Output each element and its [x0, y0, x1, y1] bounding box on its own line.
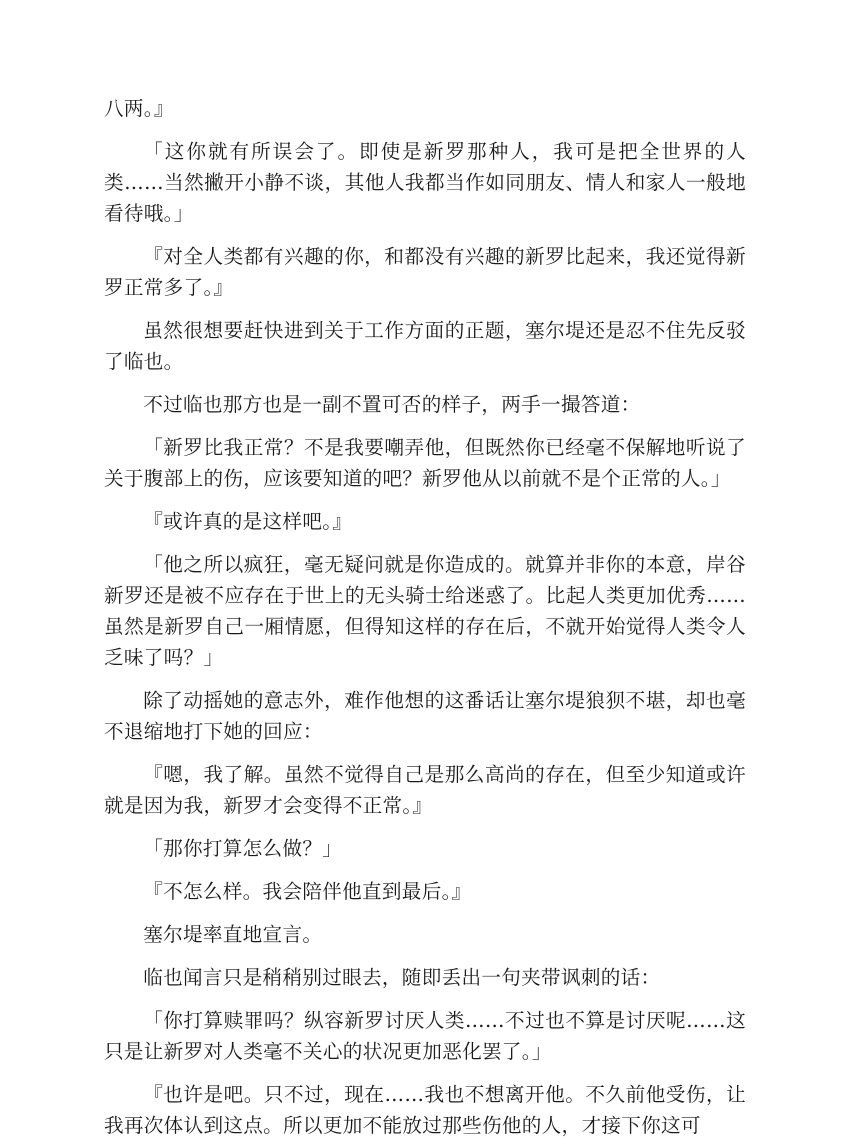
paragraph: 「那你打算怎么做？」	[143, 837, 343, 860]
paragraph: 塞尔堤率直地宣言。	[143, 923, 323, 946]
paragraph: 「这你就有所误会了。即使是新罗那种人，我可是把全世界的人类……当然撇开小静不谈，其他人我都当作如同朋友、情人和家人一般地看待哦。」	[104, 140, 746, 225]
paragraph: 八两。』	[104, 97, 174, 120]
paragraph: 『嗯，我了解。虽然不觉得自己是那么高尚的存在，但至少知道或许就是因为我，新罗才会变得不正常。』	[104, 763, 746, 817]
paragraph: 「你打算赎罪吗？纵容新罗讨厌人类……不过也不算是讨厌呢……这只是让新罗对人类毫不关心的状况更加恶化罢了。」	[104, 1009, 746, 1063]
paragraph: 『不怎么样。我会陪伴他直到最后。』	[143, 880, 472, 903]
document-body	[104, 93, 746, 1141]
paragraph: 虽然很想要赶快进到关于工作方面的正题，塞尔堤还是忍不住先反驳了临也。	[104, 319, 746, 373]
paragraph: 不过临也那方也是一副不置可否的样子，两手一撮答道：	[143, 393, 641, 416]
paragraph: 『或许真的是这样吧。』	[143, 510, 353, 533]
paragraph: 「他之所以疯狂，毫无疑问就是你造成的。就算并非你的本意，岸谷新罗还是被不应存在于世上的无头骑士给迷惑了。比起人类更加优秀……虽然是新罗自己一厢情愿，但得知这样的存在后，不就开始觉得人类令人乏味了吗？」	[104, 553, 746, 669]
paragraph: 除了动摇她的意志外，难作他想的这番话让塞尔堤狼狈不堪，却也毫不退缩地打下她的回应：	[104, 689, 746, 743]
paragraph: 『也许是吧。只不过，现在……我也不想离开他。不久前他受伤，让我再次体认到这点。所以更加不能放过那些伤他的人，才接下你这可	[104, 1083, 746, 1137]
paragraph: 『对全人类都有兴趣的你，和都没有兴趣的新罗比起来，我还觉得新罗正常多了。』	[104, 245, 746, 299]
paragraph: 临也闻言只是稍稍别过眼去，随即丢出一句夹带讽刺的话：	[143, 966, 661, 989]
paragraph: 「新罗比我正常？不是我要嘲弄他，但既然你已经毫不保解地听说了关于腹部上的伤，应该要知道的吧？新罗他从以前就不是个正常的人。」	[104, 436, 746, 490]
